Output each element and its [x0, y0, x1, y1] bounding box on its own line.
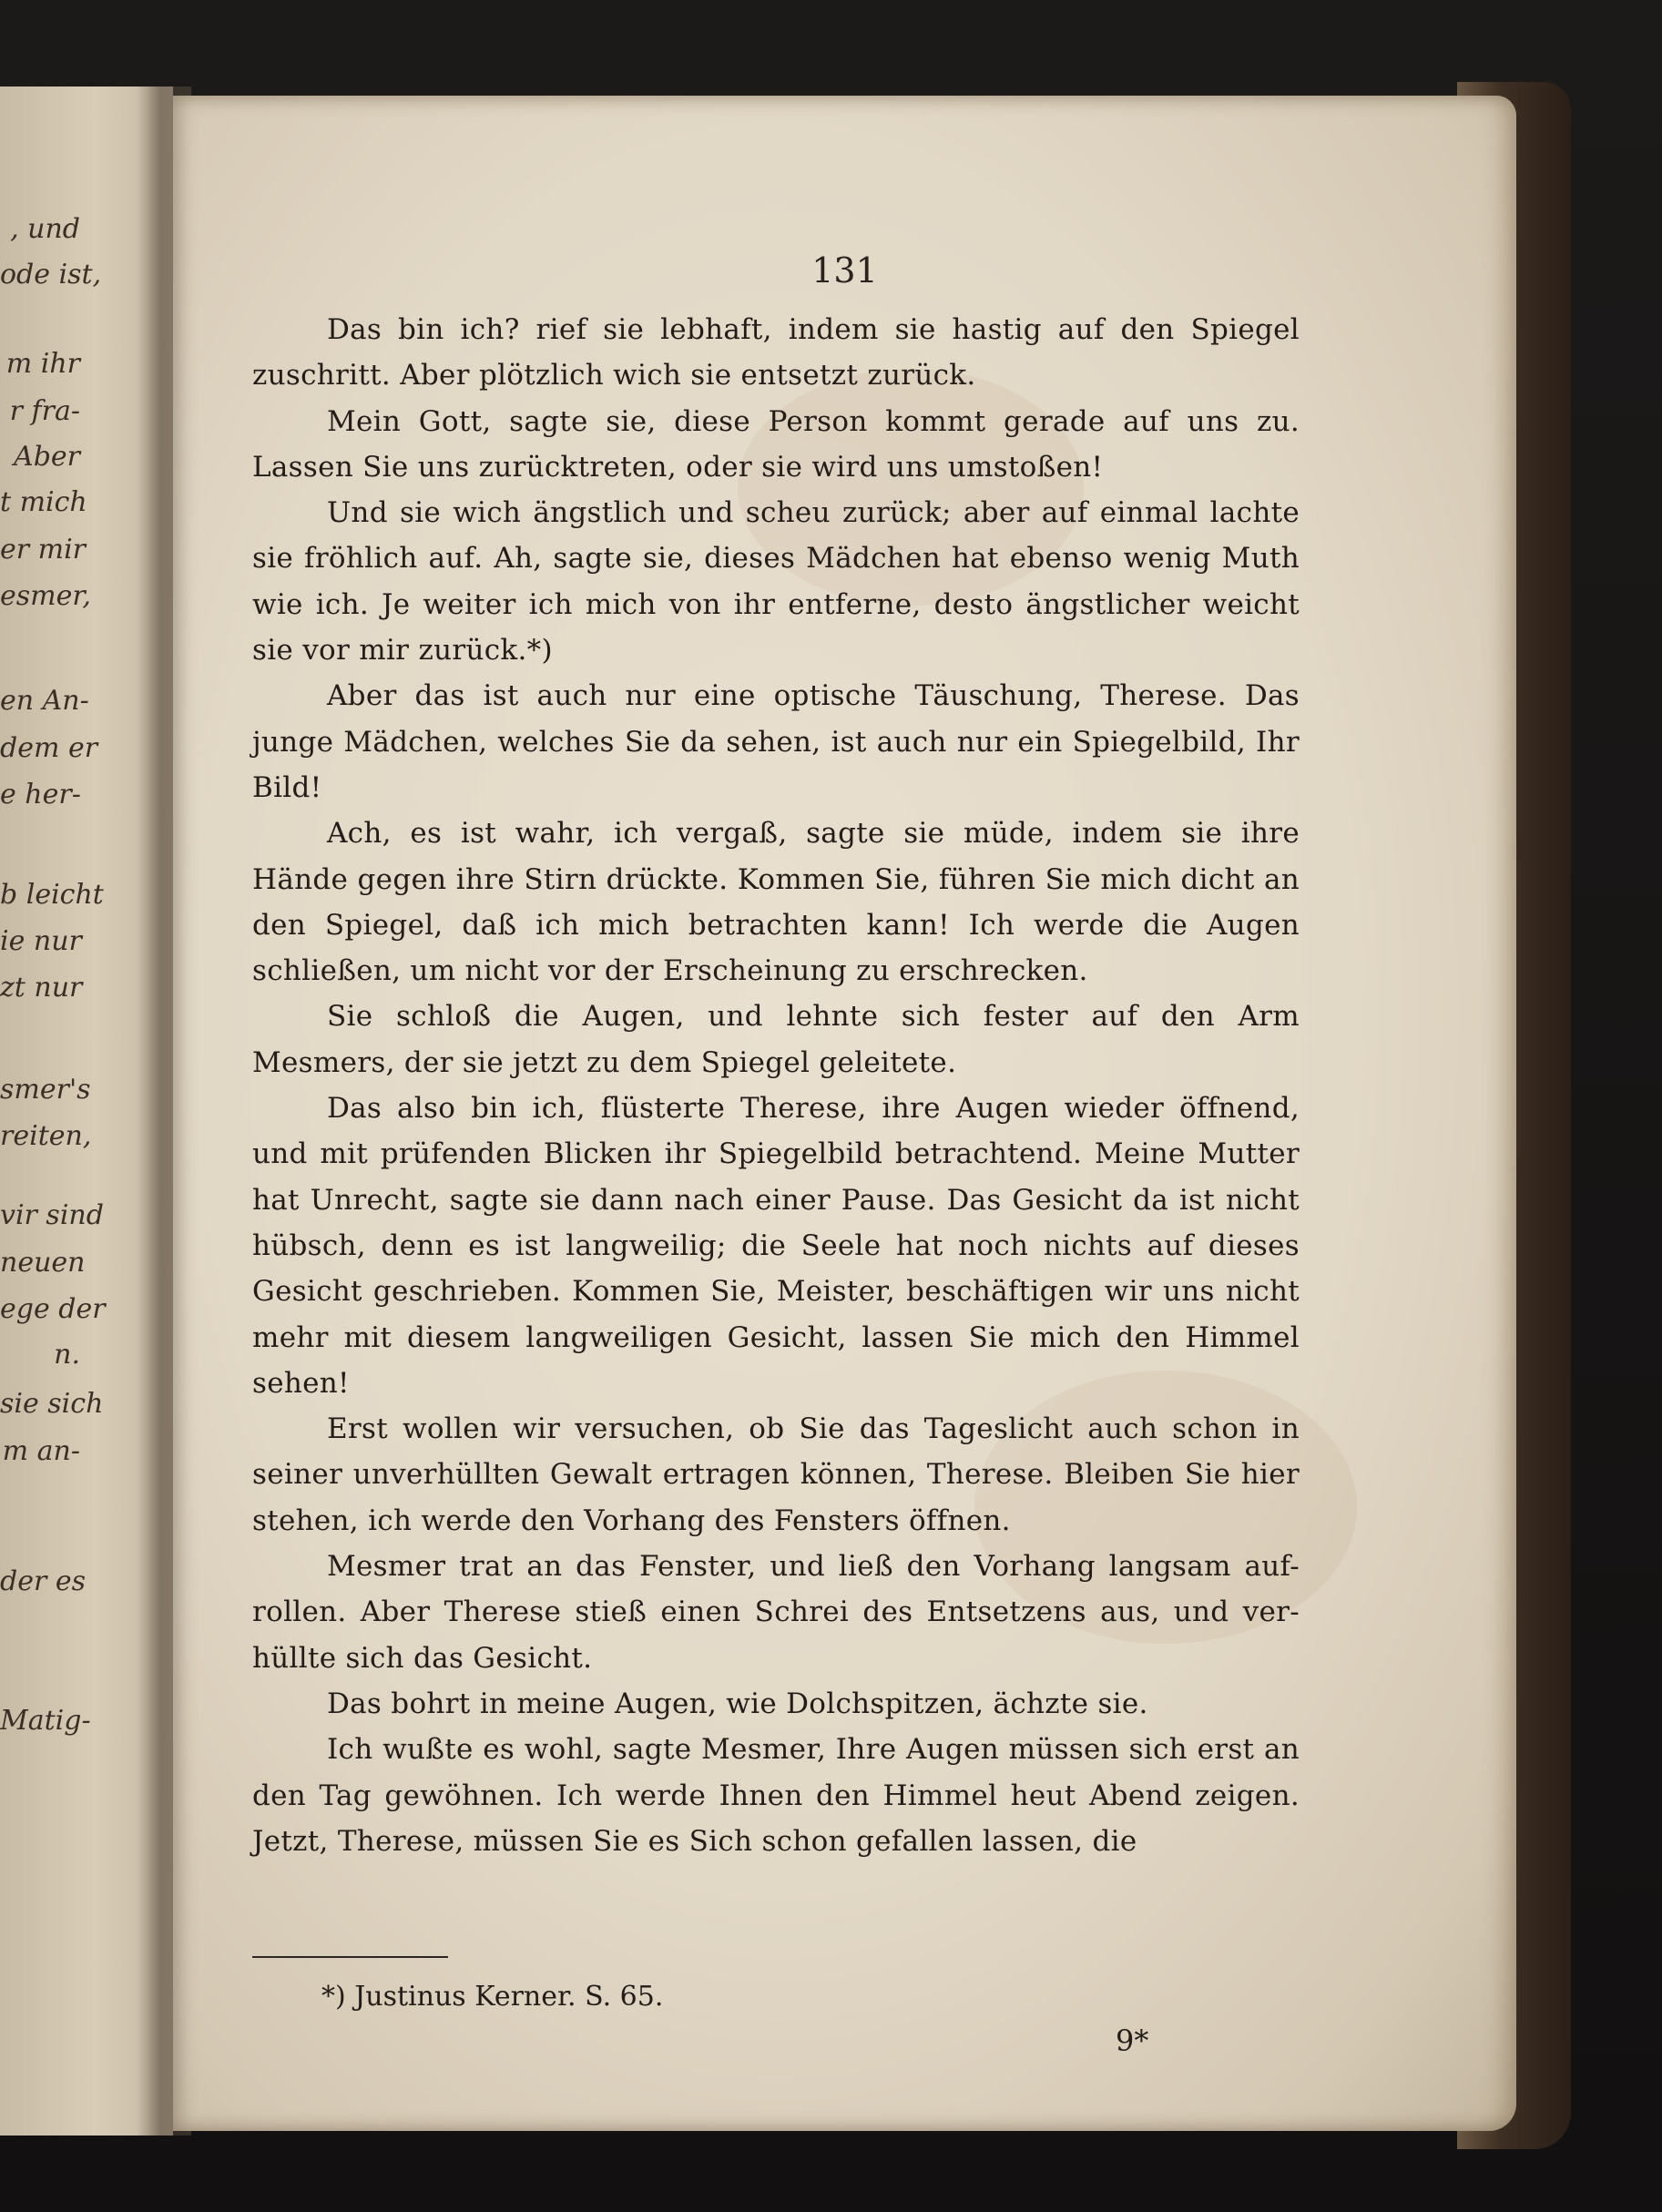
previous-page-line: r fra- — [9, 395, 80, 427]
paragraph: Aber das ist auch nur eine optische Täuschung, Therese. Das junge Mädchen, welches Sie da sehen, ist auch nur ein Spiegelbild, Ihr Bild! — [252, 679, 1300, 804]
previous-page-line: e her- — [0, 779, 81, 810]
paragraph: Das bohrt in meine Augen, wie Dolchspitzen, ächzte sie. — [327, 1687, 1148, 1720]
paragraph: Ich wußte es wohl, sagte Mesmer, Ihre Augen müssen sich erst an den Tag gewöhnen. Ich werde Ihnen den Himmel heut Abend zeigen. Jetzt, Therese, müssen Sie es Sich schon gefallen lassen, die — [252, 1733, 1300, 1858]
footnote-rule — [252, 1956, 448, 1958]
previous-page-line: Aber — [14, 441, 80, 473]
previous-page-line: m an- — [2, 1435, 80, 1467]
previous-page-line: smer's — [0, 1074, 91, 1106]
paragraph: Mesmer trat an das Fenster, und ließ den Vorhang langsam auf- rollen. Aber Therese stieß einen Schrei des Entsetzens aus, und ver- hüllte sich das Gesicht. — [252, 1550, 1300, 1675]
book-page — [173, 96, 1516, 2131]
previous-page-line: neuen — [0, 1247, 86, 1279]
previous-page-line: sie sich — [0, 1388, 104, 1420]
previous-page-line: b leicht — [0, 879, 104, 911]
paragraph: Sie schloß die Augen, und lehnte sich fester auf den Arm Mesmers, der sie jetzt zu dem Spiegel geleitete. — [252, 1000, 1300, 1079]
previous-page-line: zt nur — [0, 972, 83, 1004]
previous-page-line: ie nur — [0, 925, 82, 957]
previous-page-line: reiten, — [0, 1120, 92, 1152]
previous-page-line: dem er — [0, 732, 98, 764]
page-number: 131 — [811, 250, 878, 291]
previous-page-line: n. — [54, 1339, 80, 1371]
paragraph: Erst wollen wir versuchen, ob Sie das Tageslicht auch schon in seiner unverhüllten Gewalt ertragen können, Therese. Bleiben Sie hier stehen, ich werde den Vorhang des Fensters öffnen. — [252, 1412, 1300, 1537]
paragraph: Und sie wich ängstlich und scheu zurück; aber auf einmal lachte sie fröhlich auf. Ah, sagte sie, dieses Mädchen hat ebenso wenig Muth wie ich. Je weiter ich mich von ihr entferne, desto ängstlicher weicht sie vor mir zurück.*) — [252, 496, 1300, 668]
paragraph: Das bin ich? rief sie lebhaft, indem sie hastig auf den Spiegel zuschritt. Aber plötzlich wich sie entsetzt zurück. — [252, 313, 1300, 392]
previous-page-line: esmer, — [0, 580, 91, 612]
signature-mark: 9* — [1116, 2023, 1149, 2058]
previous-page-line: t mich — [0, 486, 87, 518]
paragraph: Das also bin ich, flüsterte Therese, ihre Augen wieder öffnend, und mit prüfenden Blicken ihr Spiegelbild betrachtend. Meine Mutter hat Unrecht, sagte sie dann nach einer Pause. Das Gesicht da ist nicht hübsch, denn es ist langweilig; die Seele hat noch nichts auf dieses Gesicht geschrieben. Kommen Sie, Meister, beschäftigen wir uns nicht mehr mit diesem langweiligen Gesicht, lassen Sie mich den Himmel sehen! — [252, 1092, 1300, 1400]
body-text — [252, 307, 1300, 1864]
paragraph: Mein Gott, sagte sie, diese Person kommt gerade auf uns zu. Lassen Sie uns zurücktreten, oder sie wird uns umstoßen! — [252, 404, 1300, 484]
previous-page-line: ode ist, — [0, 259, 102, 291]
previous-page-line: er mir — [0, 534, 87, 566]
previous-page-line: en An- — [0, 685, 89, 717]
previous-page-line: m ihr — [5, 348, 80, 380]
previous-page-line: ege der — [0, 1293, 106, 1325]
footnote: *) Justinus Kerner. S. 65. — [321, 1981, 664, 2013]
previous-page-line: Matig- — [0, 1705, 91, 1737]
paragraph: Ach, es ist wahr, ich vergaß, sagte sie müde, indem sie ihre Hände gegen ihre Stirn drückte. Kommen Sie, führen Sie mich dicht an den Spiegel, daß ich mich betrachten kann! Ich werde die Augen schließen, um nicht vor der Erscheinung zu erschrecken. — [252, 817, 1300, 988]
previous-page-line: vir sind — [0, 1199, 104, 1231]
previous-page-line: , und — [10, 213, 80, 245]
previous-page-line: der es — [0, 1565, 86, 1597]
